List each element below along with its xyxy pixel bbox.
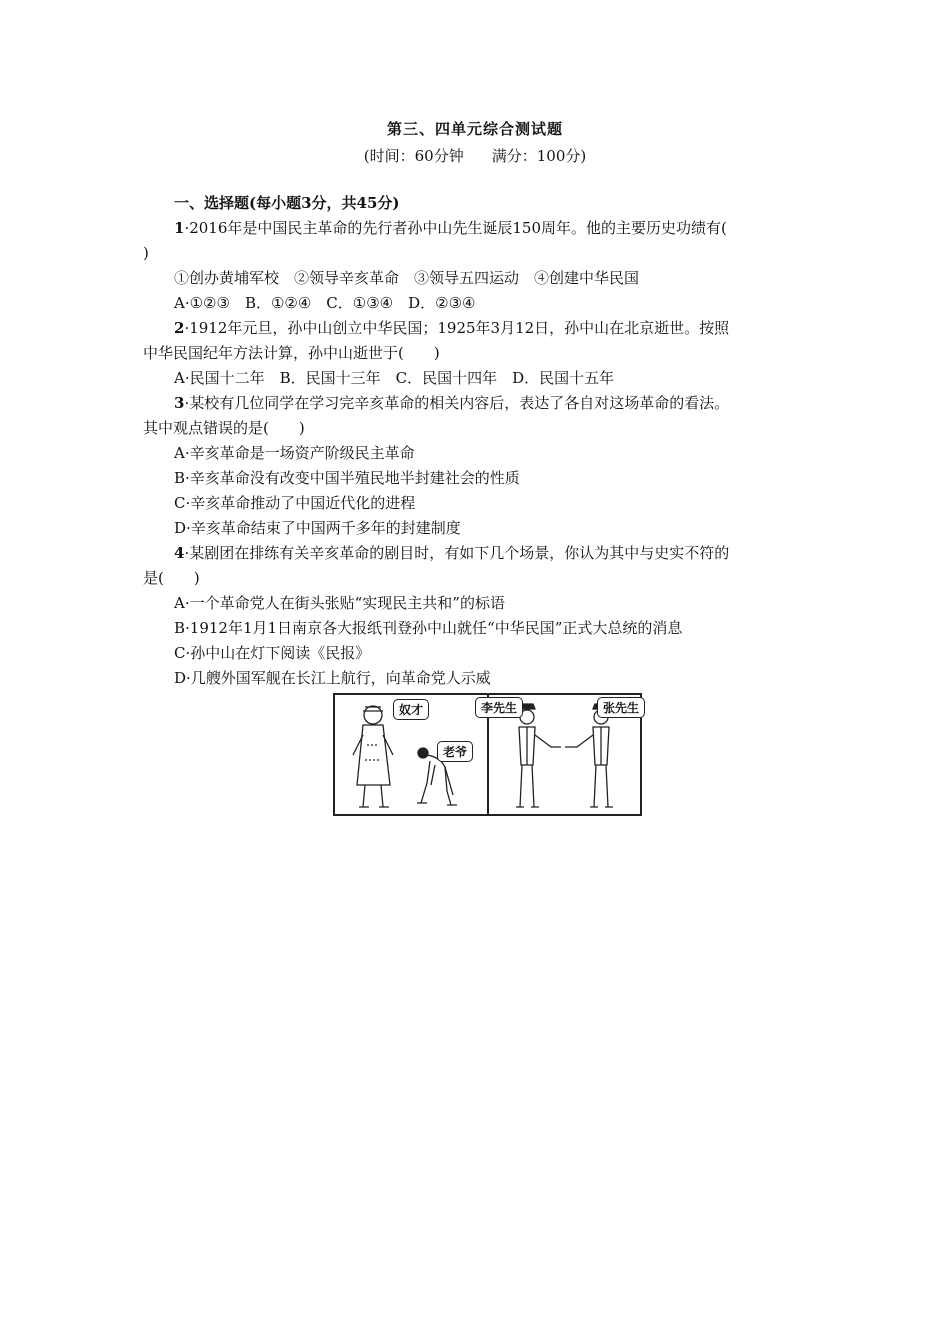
question-1-line-2: ) xyxy=(143,244,149,262)
speech-bubble-nucai: 奴才 xyxy=(393,699,429,720)
question-2-number: 2 xyxy=(174,319,185,337)
section-heading: 一、选择题(每小题3分，共45分) xyxy=(174,194,400,212)
page-title: 第三、四单元综合测试题 xyxy=(386,120,563,138)
speech-bubble-zhang: 张先生 xyxy=(597,697,645,718)
question-3-line-1 xyxy=(174,393,729,413)
question-4-option-c: C·孙中山在灯下阅读《民报》 xyxy=(174,644,371,662)
exam-score: 满分：100分) xyxy=(491,147,587,165)
question-1-items: ①创办黄埔军校 ②领导辛亥革命 ③领导五四运动 ④创建中华民国 xyxy=(174,269,640,287)
question-4-line-2: 是( ) xyxy=(143,569,200,587)
question-3-option-a: A·辛亥革命是一场资产阶级民主革命 xyxy=(174,444,415,462)
question-4-number: 4 xyxy=(174,544,185,562)
speech-bubble-li: 李先生 xyxy=(475,697,523,718)
question-3-text: ·某校有几位同学在学习完辛亥革命的相关内容后，表达了各自对这场革命的看法。 xyxy=(184,394,730,412)
question-2-options: A·民国十二年 B．民国十三年 C．民国十四年 D．民国十五年 xyxy=(174,369,615,387)
question-3-line-2: 其中观点错误的是( ) xyxy=(143,419,305,437)
question-3-option-d: D·辛亥革命结束了中国两千多年的封建制度 xyxy=(174,519,461,537)
question-1-options: A·①②③ B．①②④ C．①③④ D．②③④ xyxy=(174,294,476,312)
question-2-line-2: 中华民国纪年方法计算，孙中山逝世于( ) xyxy=(143,344,440,362)
question-4-text: ·某剧团在排练有关辛亥革命的剧目时，有如下几个场景，你认为其中与史实不符的 xyxy=(184,544,730,562)
question-3-number: 3 xyxy=(174,394,185,412)
question-2-line-1 xyxy=(174,318,729,338)
speech-bubble-laoye: 老爷 xyxy=(437,741,473,762)
question-4-option-d: D·几艘外国军舰在长江上航行，向革命党人示威 xyxy=(174,669,491,687)
exam-time: (时间：60分钟 xyxy=(363,147,464,165)
question-4-option-a: A·一个革命党人在街头张贴“实现民主共和”的标语 xyxy=(174,594,505,612)
question-1-line-1 xyxy=(174,218,727,238)
question-4-option-b: B·1912年1月1日南京各大报纸刊登孙中山就任“中华民国”正式大总统的消息 xyxy=(174,619,683,637)
question-3-option-b: B·辛亥革命没有改变中国半殖民地半封建社会的性质 xyxy=(174,469,520,487)
question-4-line-1 xyxy=(174,543,729,563)
exam-info xyxy=(0,145,950,166)
cartoon-figure xyxy=(333,693,642,816)
question-2-text: ·1912年元旦，孙中山创立中华民国；1925年3月12日，孙中山在北京逝世。按照 xyxy=(184,319,730,337)
question-1-number: 1 xyxy=(174,219,185,237)
question-1-text: ·2016年是中国民主革命的先行者孙中山先生诞辰150周年。他的主要历史功绩有( xyxy=(184,219,727,237)
question-3-option-c: C·辛亥革命推动了中国近代化的进程 xyxy=(174,494,416,512)
